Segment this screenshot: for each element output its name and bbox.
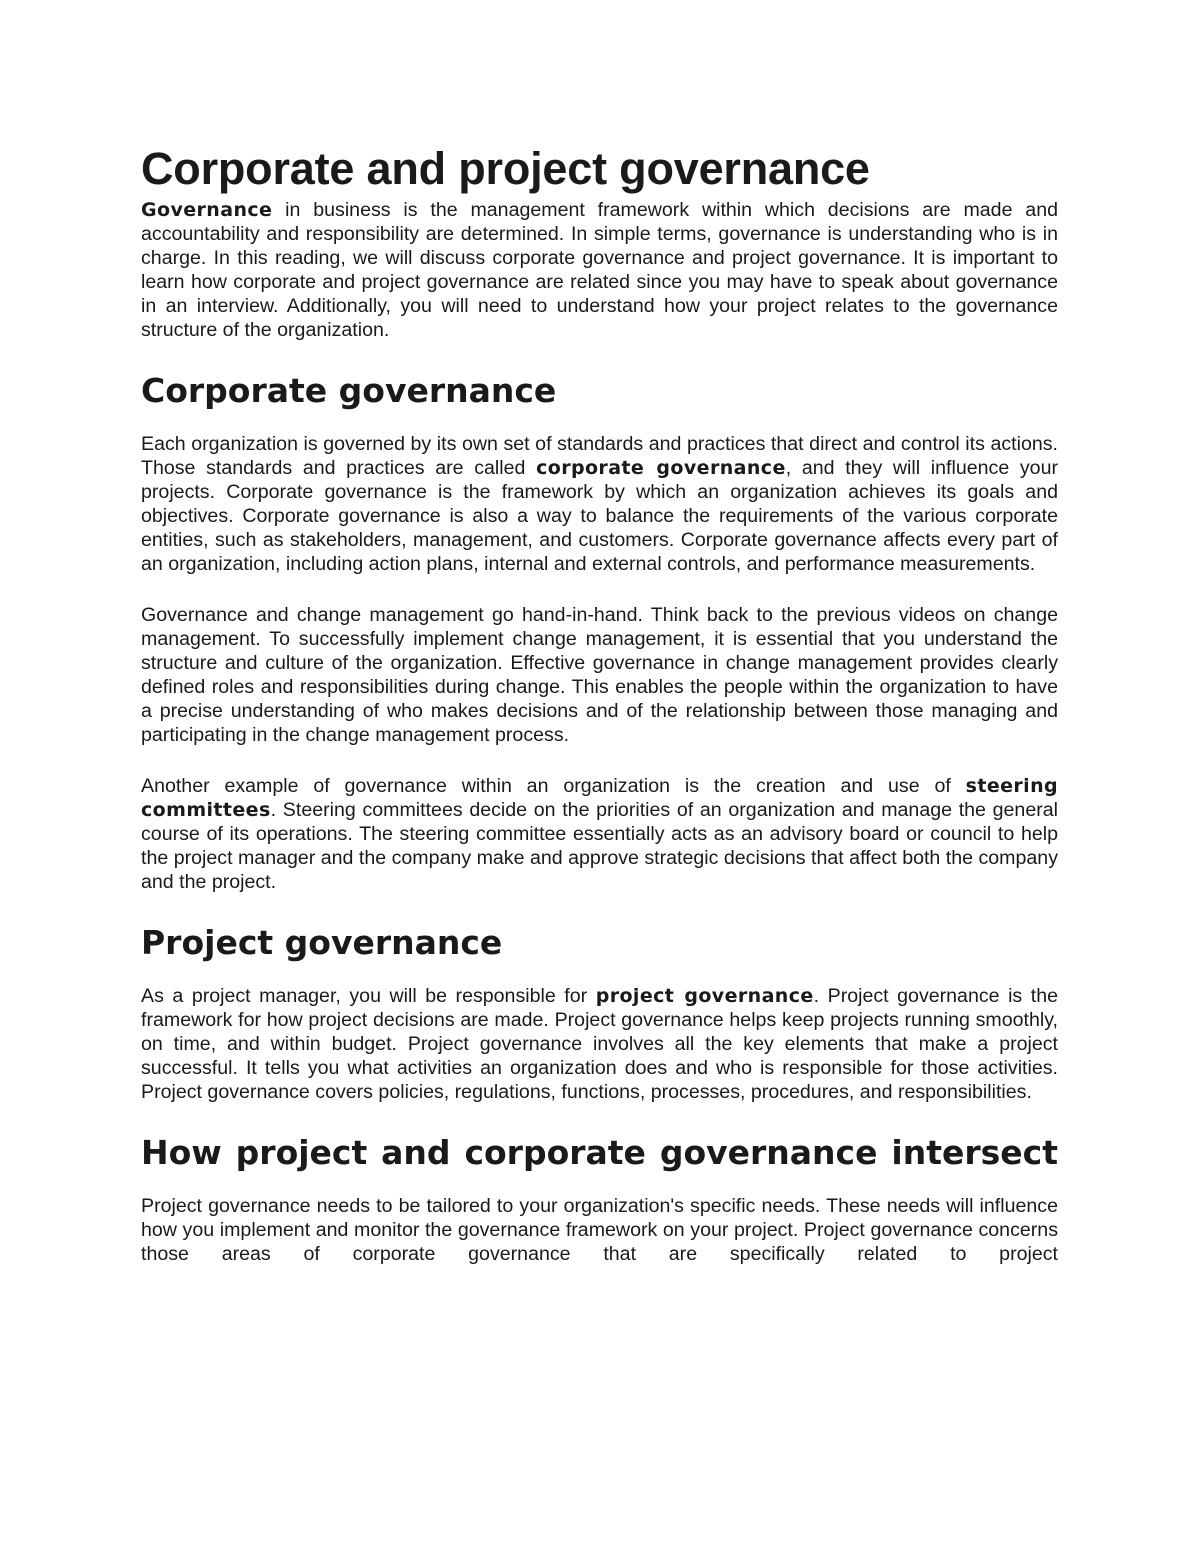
bold-term-steering-committees: steering committees bbox=[141, 775, 1058, 821]
section-heading-corporate-governance: Corporate governance bbox=[141, 371, 557, 410]
spacer bbox=[141, 342, 1058, 370]
corporate-governance-paragraph-2: Governance and change management go hand-in-hand. Think back to the previous videos on change management. To successfully implement change management, it is essential that you understand the structure and culture of the organization. Effective governance in change management provides clearly defined roles and responsibilities during change. This enables the people within the organization to have a precise understanding of who makes decisions and of the relationship between those managing and participating in the change management process. bbox=[141, 604, 1058, 746]
corporate-governance-paragraph-3 bbox=[141, 774, 1058, 894]
intro-text: in business is the management framework within which decisions are made and accountability and responsibility are determined. In simple terms, governance is understanding who is in charge. In this reading, we will discuss corporate governance and project governance. It is important to learn how corporate and project governance are related since you may have to speak about governance in an interview. Additionally, you will need to understand how your project relates to the governance structure of the organization. bbox=[141, 199, 1058, 341]
spacer bbox=[141, 894, 1058, 922]
spacer bbox=[141, 1174, 1058, 1194]
intersect-paragraph-1: Project governance needs to be tailored to your organization's specific needs. These needs will influence how you implement and monitor the governance framework on your project. Project governance concerns those areas of corporate governance that are specifically related to project bbox=[141, 1195, 1058, 1265]
paragraph-text: As a project manager, you will be responsible for bbox=[141, 985, 596, 1007]
document-page bbox=[141, 140, 1058, 1266]
project-governance-paragraph-1 bbox=[141, 984, 1058, 1104]
document-title: Corporate and project governance bbox=[141, 143, 870, 194]
spacer bbox=[141, 576, 1058, 603]
spacer bbox=[141, 412, 1058, 432]
bold-term-project-governance: project governance bbox=[595, 985, 814, 1007]
intro-bold-term: Governance bbox=[141, 199, 273, 221]
section-heading-project-governance: Project governance bbox=[141, 923, 503, 962]
corporate-governance-paragraph-1 bbox=[141, 432, 1058, 576]
spacer bbox=[141, 964, 1058, 984]
spacer bbox=[141, 1104, 1058, 1132]
section-heading-intersect: How project and corporate governance intersect bbox=[141, 1133, 1058, 1172]
paragraph-text: , and they will influence your projects. Corporate governance is the framework by which an organization achieves its goals and objectives. Corporate governance is also a way to balance the requirements of the various corporate entities, such as stakeholders, management, and customers. Corporate governance affects every part of an organization, including action plans, internal and external controls, and performance measurements. bbox=[141, 457, 1058, 575]
paragraph-text: . Steering committees decide on the priorities of an organization and manage the general course of its operations. The steering committee essentially acts as an advisory board or council to help the project manager and the company make and approve strategic decisions that affect both the company and the project. bbox=[141, 799, 1058, 893]
paragraph-text: Another example of governance within an organization is the creation and use of bbox=[141, 775, 966, 797]
spacer bbox=[141, 747, 1058, 774]
intro-paragraph bbox=[141, 198, 1058, 342]
paragraph-text: . Project governance is the framework for how project decisions are made. Project governance helps keep projects running smoothly, on time, and within budget. Project governance involves all the key elements that make a project successful. It tells you what activities an organization does and who is responsible for those activities. Project governance covers policies, regulations, functions, processes, procedures, and responsibilities. bbox=[141, 985, 1058, 1103]
paragraph-text: Each organization is governed by its own set of standards and practices that direct and control its actions. Those standards and practices are called bbox=[141, 433, 1058, 479]
bold-term-corporate-governance: corporate governance bbox=[536, 457, 786, 479]
